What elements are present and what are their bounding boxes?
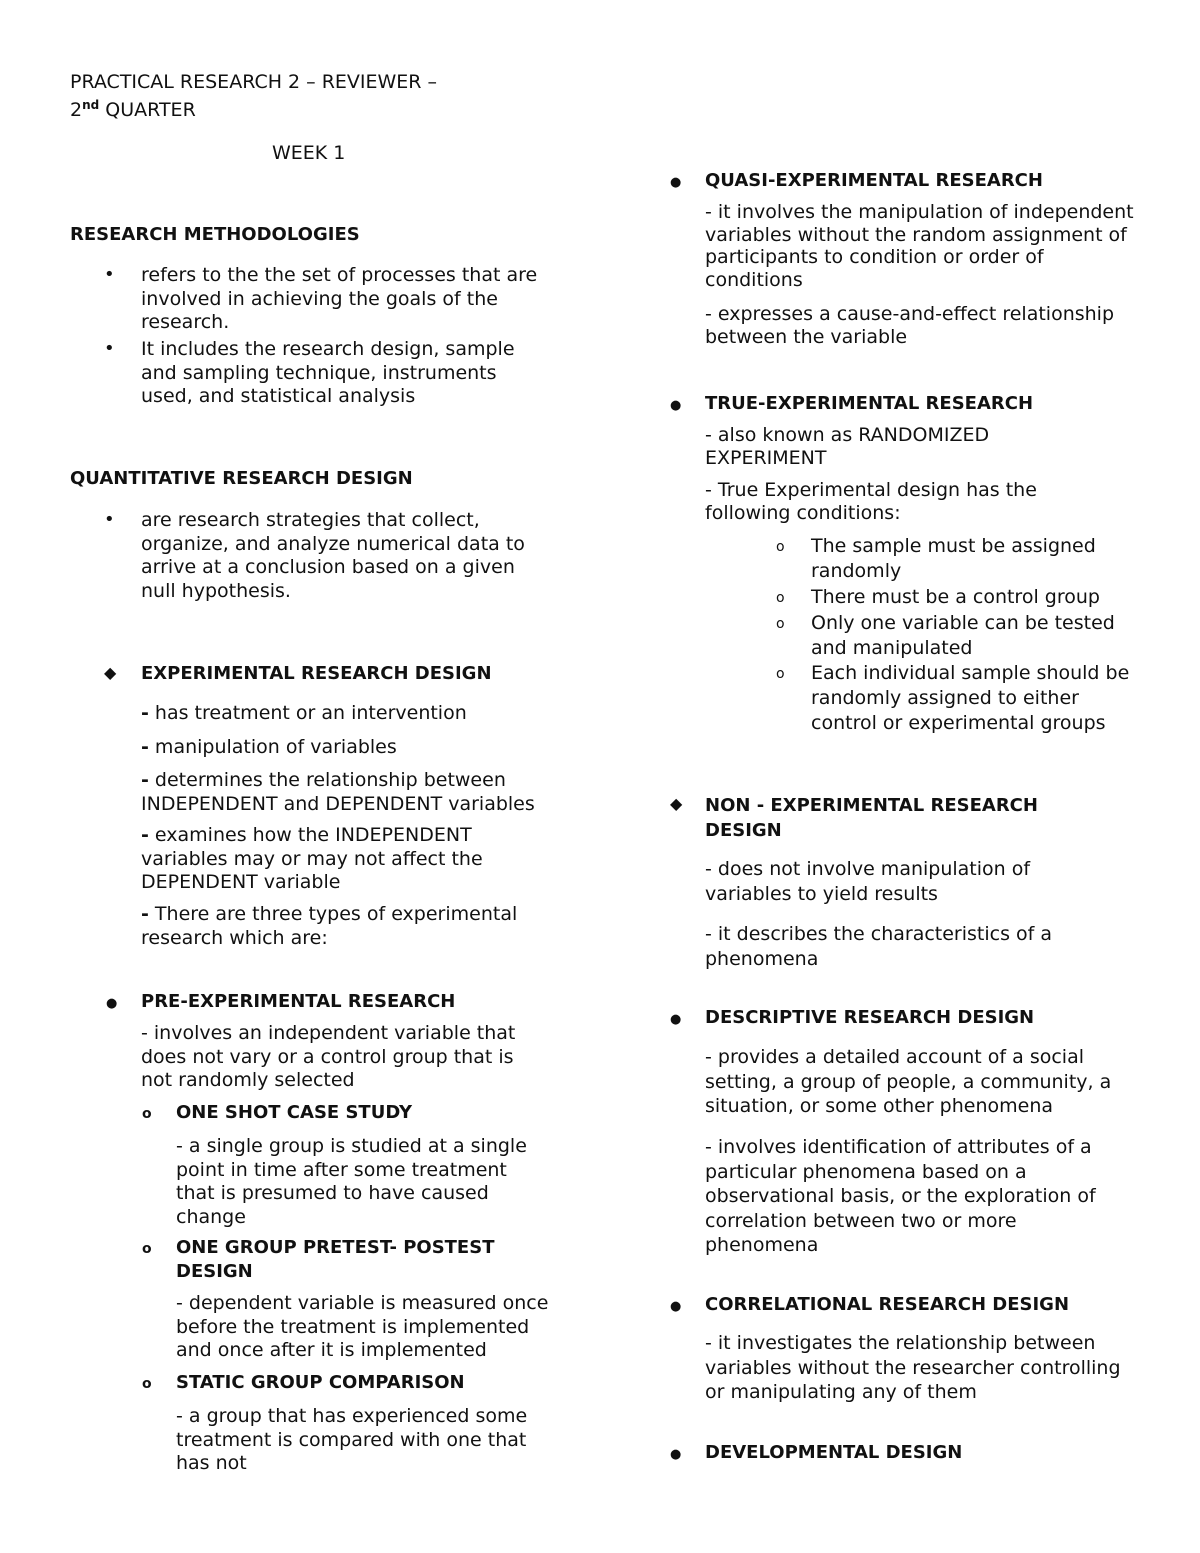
true-experimental-heading: TRUE-EXPERIMENTAL RESEARCH <box>705 393 1034 414</box>
non-experimental-desc-1: - does not involve manipulation of variables to yield results <box>705 858 1031 905</box>
circle-bullet-icon: o <box>776 616 785 632</box>
small-bullet-icon: ● <box>106 996 118 1011</box>
title-quarter-ordinal: nd <box>82 97 100 112</box>
title-quarter-number: 2 <box>70 98 83 121</box>
one-shot-case-study-heading: ONE SHOT CASE STUDY <box>176 1102 412 1123</box>
one-group-pretest-postest-heading: ONE GROUP PRETEST- POSTEST DESIGN <box>176 1237 495 1282</box>
non-experimental-heading: NON - EXPERIMENTAL RESEARCH DESIGN <box>705 795 1038 841</box>
developmental-heading: DEVELOPMENTAL DESIGN <box>705 1442 963 1463</box>
title-quarter-label: QUARTER <box>99 98 196 121</box>
pre-experimental-heading: PRE-EXPERIMENTAL RESEARCH <box>141 991 456 1012</box>
experimental-point-3: - determines the relationship between INDEPENDENT and DEPENDENT variables <box>141 769 535 815</box>
true-experimental-condition-3: Only one variable can be tested and manipulated <box>811 612 1115 659</box>
non-experimental-desc-2: - it describes the characteristics of a phenomena <box>705 923 1053 970</box>
true-experimental-desc-2: - True Experimental design has the following conditions: <box>705 479 1037 524</box>
research-methodologies-bullet-1: refers to the the set of processes that are involved in achieving the goals of the research. <box>141 264 538 333</box>
document-title <box>70 71 550 122</box>
one-shot-case-study-desc: - a single group is studied at a single point in time after some treatment that is presumed to have caused change <box>176 1135 527 1228</box>
experimental-heading: EXPERIMENTAL RESEARCH DESIGN <box>141 663 492 684</box>
true-experimental-condition-2: There must be a control group <box>811 586 1100 608</box>
title-line-2 <box>70 99 550 123</box>
circle-bullet-icon: o <box>776 590 785 606</box>
experimental-point-4: - examines how the INDEPENDENT variables may or may not affect the DEPENDENT variable <box>141 824 483 893</box>
quasi-experimental-heading: QUASI-EXPERIMENTAL RESEARCH <box>705 170 1043 191</box>
experimental-point-2: - manipulation of variables <box>141 736 397 758</box>
small-bullet-icon: ● <box>670 1447 682 1462</box>
week-label: WEEK 1 <box>272 142 346 164</box>
diamond-bullet-icon: ◆ <box>670 794 683 813</box>
quasi-experimental-desc-2: - expresses a cause-and-effect relationship between the variable <box>705 303 1115 348</box>
title-line-1: PRACTICAL RESEARCH 2 – REVIEWER – <box>70 71 438 93</box>
quantitative-bullet-1: are research strategies that collect, organize, and analyze numerical data to arrive at a conclusion based on a given null hypothesis. <box>141 509 525 602</box>
bullet-dot-icon: • <box>104 509 115 530</box>
bullet-dot-icon: • <box>104 338 115 359</box>
experimental-point-5: - There are three types of experimental research which are: <box>141 903 518 949</box>
quasi-experimental-desc-1: - it involves the manipulation of independent variables without the random assignment of participants to condition or order of conditions <box>705 201 1134 291</box>
circle-bullet-icon: o <box>142 1376 152 1392</box>
one-group-pretest-postest-desc: - dependent variable is measured once before the treatment is implemented and once after it is implemented <box>176 1292 549 1361</box>
research-methodologies-bullet-2: It includes the research design, sample and sampling technique, instruments used, and statistical analysis <box>141 338 515 407</box>
pre-experimental-desc: - involves an independent variable that does not vary or a control group that is not randomly selected <box>141 1022 516 1091</box>
correlational-heading: CORRELATIONAL RESEARCH DESIGN <box>705 1294 1070 1315</box>
research-methodologies-heading: RESEARCH METHODOLOGIES <box>70 224 360 245</box>
true-experimental-condition-1: The sample must be assigned randomly <box>811 535 1096 582</box>
static-group-comparison-desc: - a group that has experienced some treatment is compared with one that has not <box>176 1405 528 1474</box>
circle-bullet-icon: o <box>776 666 785 682</box>
bullet-dot-icon: • <box>104 264 115 285</box>
small-bullet-icon: ● <box>670 398 682 413</box>
circle-bullet-icon: o <box>142 1241 152 1257</box>
true-experimental-condition-4: Each individual sample should be randomly assigned to either control or experimental groups <box>811 662 1130 734</box>
small-bullet-icon: ● <box>670 175 682 190</box>
circle-bullet-icon: o <box>776 539 785 555</box>
experimental-point-1: - has treatment or an intervention <box>141 702 467 724</box>
descriptive-heading: DESCRIPTIVE RESEARCH DESIGN <box>705 1007 1035 1028</box>
descriptive-desc-1: - provides a detailed account of a social setting, a group of people, a community, a situation, or some other phenomena <box>705 1046 1112 1117</box>
static-group-comparison-heading: STATIC GROUP COMPARISON <box>176 1372 465 1393</box>
diamond-bullet-icon: ◆ <box>104 663 117 682</box>
true-experimental-desc-1: - also known as RANDOMIZED EXPERIMENT <box>705 424 990 469</box>
descriptive-desc-2: - involves identification of attributes of a particular phenomena based on a observational basis, or the exploration of correlation between two or more phenomena <box>705 1136 1096 1256</box>
correlational-desc-1: - it investigates the relationship between variables without the researcher controlling or manipulating any of them <box>705 1332 1121 1403</box>
small-bullet-icon: ● <box>670 1012 682 1027</box>
quantitative-heading: QUANTITATIVE RESEARCH DESIGN <box>70 468 413 489</box>
circle-bullet-icon: o <box>142 1106 152 1122</box>
small-bullet-icon: ● <box>670 1299 682 1314</box>
